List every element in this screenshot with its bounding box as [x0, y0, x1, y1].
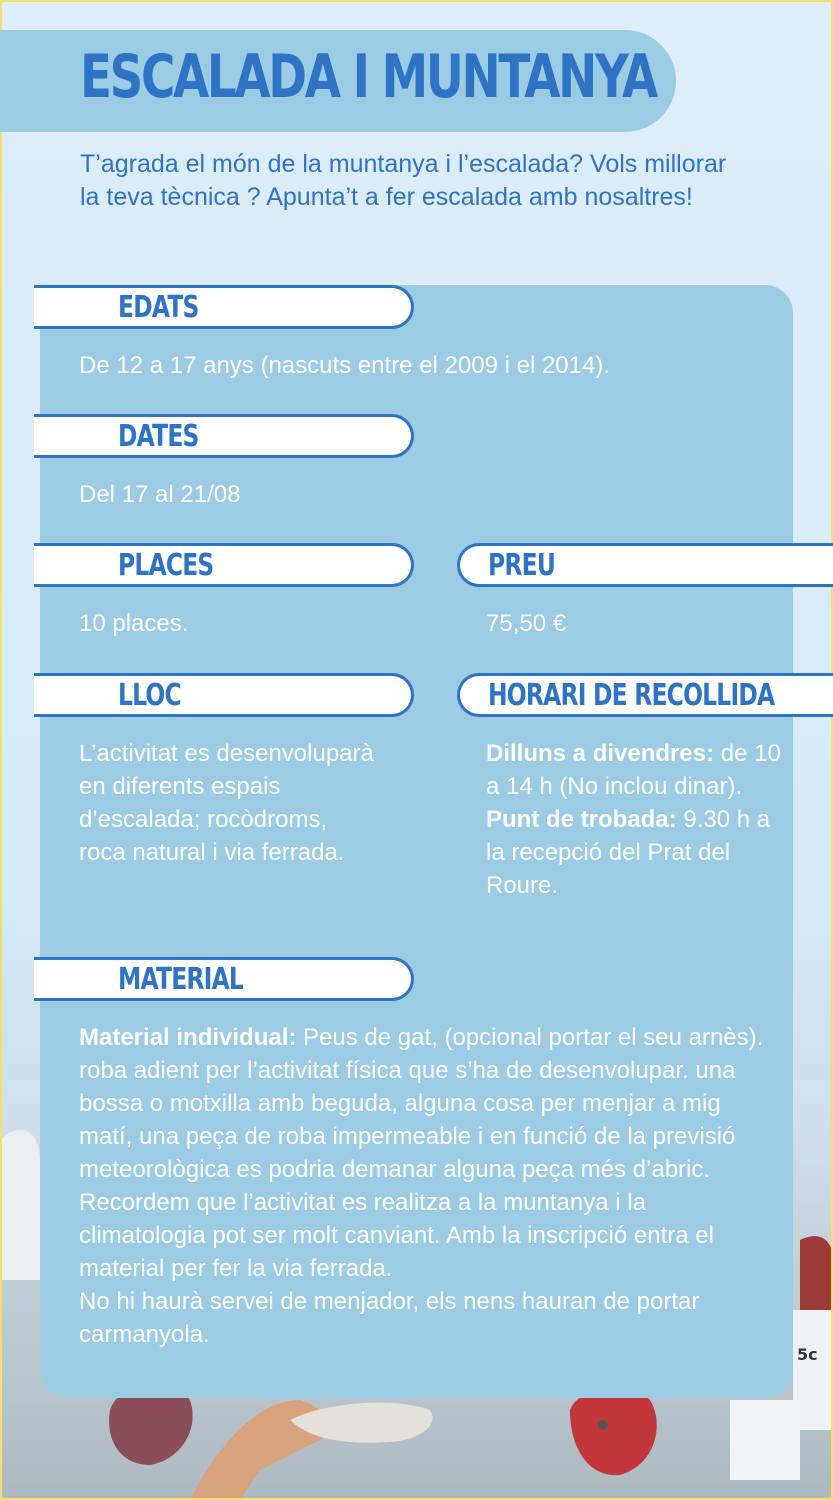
- lloc-heading: LLOC: [118, 678, 181, 713]
- material-individual-label: Material individual:: [79, 1024, 297, 1051]
- places-text: 10 places.: [79, 610, 189, 637]
- material-description: Peus de gat, (opcional portar el seu arnès). roba adient per l’activitat física que s’ha de desenvolupar. una bossa o motxilla amb beguda, alguna cosa per menjar a mig matí, una peça de roba impermeable i en funció de la previsió meteorològica es podria demanar alguna peça més d’abric. Recordem que l’activitat es realitza a la muntanya i la climatologia pot ser molt canviant. Amb la inscripció entra el material per fer la via ferrada.: [79, 1024, 764, 1282]
- horari-tab: [457, 673, 833, 717]
- places-tab: [34, 543, 414, 587]
- wall-sign-text: 5c: [797, 1345, 818, 1364]
- edats-heading: EDATS: [118, 290, 199, 325]
- dates-tab: [34, 414, 414, 458]
- horari-days-label: Dilluns a divendres:: [486, 740, 715, 767]
- lloc-text: L’activitat es desenvoluparà en diferents espais d’escalada; rocòdroms, roca natural i via ferrada.: [79, 740, 374, 866]
- page-title: ESCALADA I MUNTANYA: [80, 42, 656, 112]
- material-tab: [34, 957, 414, 1001]
- lunch-note: No hi haurà servei de menjador, els nens hauran de portar carmanyola.: [79, 1288, 700, 1348]
- horari-hours: de 10 a 14 h (No inclou dinar).: [486, 740, 781, 800]
- preu-tab: [457, 543, 833, 587]
- meeting-point-label: Punt de trobada:: [486, 806, 677, 833]
- places-heading: PLACES: [118, 548, 214, 583]
- material-heading: MATERIAL: [118, 962, 244, 997]
- intro-text: T’agrada el món de la muntanya i l’escalada? Vols millorar la teva tècnica ? Apunta’t a fer escalada amb nosaltres!: [80, 150, 727, 211]
- horari-heading: HORARI DE RECOLLIDA: [488, 678, 775, 713]
- dates-text: Del 17 al 21/08: [79, 481, 241, 508]
- horari-text: [486, 737, 786, 902]
- info-panel: [40, 285, 793, 1398]
- lloc-tab: [34, 673, 414, 717]
- dates-heading: DATES: [118, 419, 199, 454]
- preu-text: 75,50 €: [486, 610, 567, 637]
- meeting-point-text: 9.30 h a la recepció del Prat del Roure.: [486, 806, 771, 899]
- preu-heading: PREU: [488, 548, 556, 583]
- edats-tab: [34, 285, 414, 329]
- edats-text: De 12 a 17 anys (nascuts entre el 2009 i el 2014).: [79, 352, 610, 379]
- material-text: [79, 1021, 769, 1351]
